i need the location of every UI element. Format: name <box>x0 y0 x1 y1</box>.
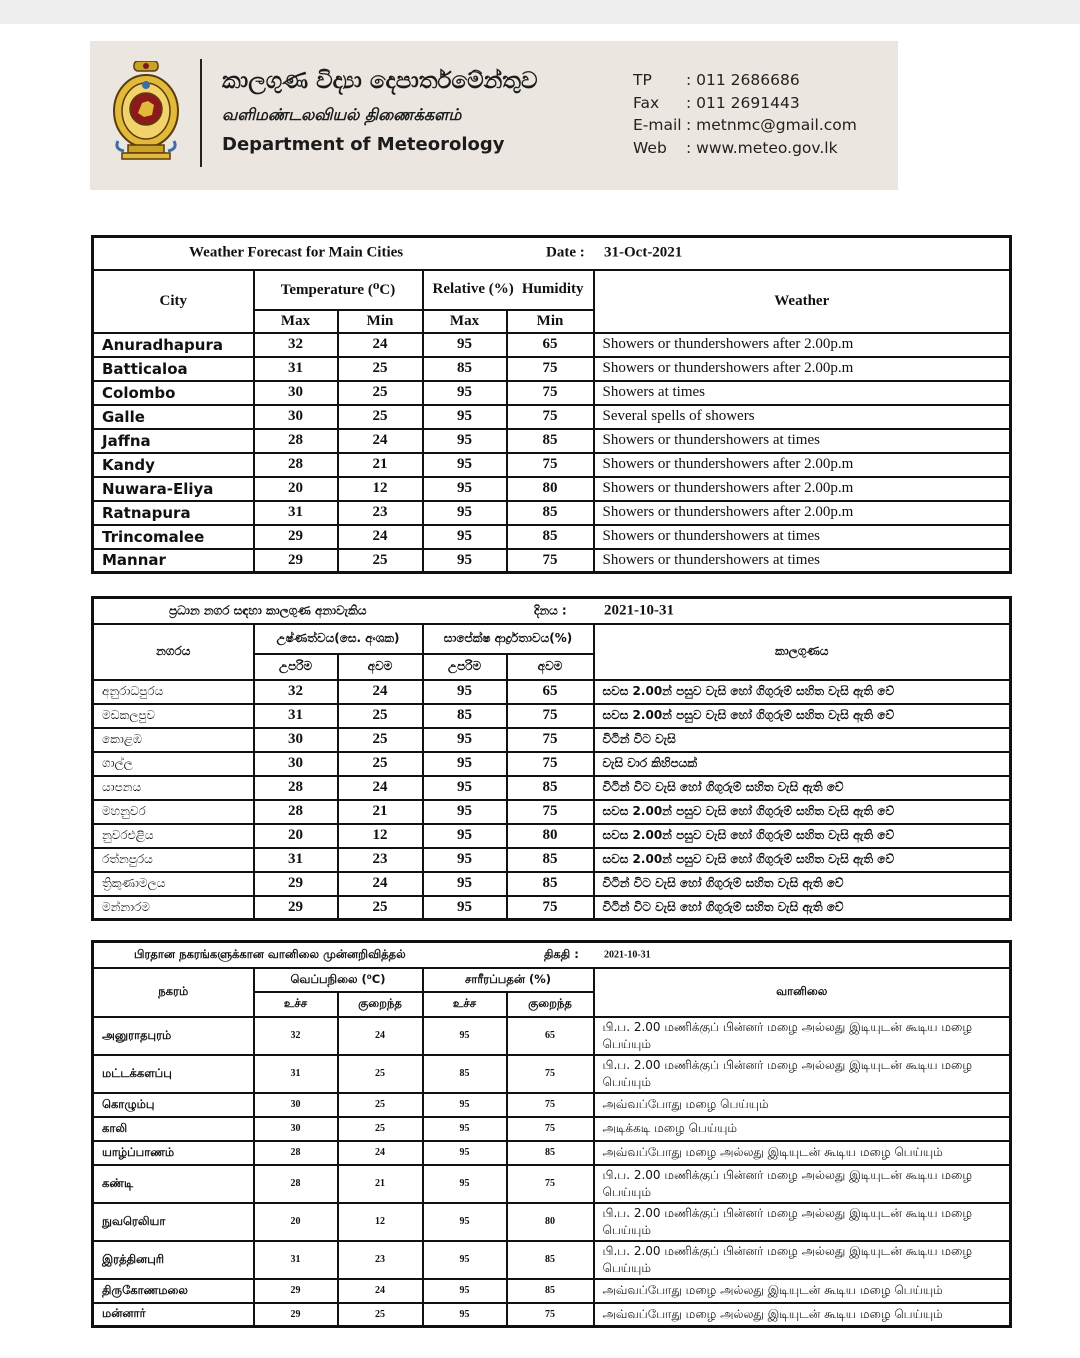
humidity-min: 85 <box>507 525 594 549</box>
table-row <box>93 1203 1011 1241</box>
col-header-weather: வானிலை <box>594 968 1011 1017</box>
humidity-min: 65 <box>507 333 594 357</box>
temp-max: 30 <box>254 752 338 776</box>
table-row <box>93 848 1011 872</box>
table-row <box>93 1093 1011 1117</box>
temp-max: 28 <box>254 429 338 453</box>
weather-description: විටින් විට වැසි හෝ ගිගුරුම් සහිත වැසි ඇති වේ <box>594 896 1011 920</box>
city-name: Mannar <box>93 549 254 573</box>
temp-max: 32 <box>254 333 338 357</box>
temp-max: 32 <box>254 1017 338 1055</box>
weather-description: විටින් විට වැසි හෝ ගිගුරුම් සහිත වැසි ඇති වේ <box>594 872 1011 896</box>
col-header-relative: Relative (%) <box>432 281 514 297</box>
col-header-weather: Weather <box>594 270 1011 333</box>
weather-description: Showers or thundershowers after 2.00p.m <box>594 501 1011 525</box>
table-row <box>93 704 1011 728</box>
temp-min: 24 <box>338 429 423 453</box>
sri-lanka-emblem-icon <box>110 61 182 161</box>
humidity-max: 95 <box>423 453 507 477</box>
subheader-max: உச்ச <box>423 992 507 1017</box>
temp-min: 24 <box>338 1141 423 1165</box>
humidity-min: 75 <box>507 728 594 752</box>
humidity-min: 75 <box>507 357 594 381</box>
temp-max: 28 <box>254 453 338 477</box>
table-title: ප්‍රධාන නගර සඳහා කාලගුණ අනාවැකිය <box>169 603 367 618</box>
temp-min: 12 <box>338 477 423 501</box>
table-row <box>93 429 1011 453</box>
humidity-min: 75 <box>507 1303 594 1327</box>
temp-min: 25 <box>338 549 423 573</box>
city-name: අනුරාධපුරය <box>93 680 254 704</box>
city-name: Nuwara-Eliya <box>93 477 254 501</box>
weather-description: Showers at times <box>594 381 1011 405</box>
col-header-humidity: සාපේක්ෂ ආර්ද්‍රතාවය(%) <box>423 624 594 654</box>
weather-description: பி.ப. 2.00 மணிக்குப் பின்னர் மழை அல்லது இடியுடன் கூடிய மழை பெய்யும் <box>594 1017 1011 1055</box>
temp-min: 25 <box>338 1117 423 1141</box>
forecast-date: 2021-10-31 <box>604 949 651 961</box>
temp-min: 25 <box>338 896 423 920</box>
col-header-city: நகரம் <box>93 968 254 1017</box>
col-header-temperature: උෂ්ණත්වය(සෙ. අංශක) <box>254 624 423 654</box>
subheader-min: குறைந்த <box>507 992 594 1017</box>
city-name: නුවරඑළිය <box>93 824 254 848</box>
weather-description: Several spells of showers <box>594 405 1011 429</box>
temp-min: 25 <box>338 1303 423 1327</box>
subheader-min: Min <box>507 310 594 333</box>
city-name: இரத்தினபுரி <box>93 1241 254 1279</box>
table-row <box>93 381 1011 405</box>
humidity-min: 75 <box>507 752 594 776</box>
city-name: මන්නාරම <box>93 896 254 920</box>
temp-min: 23 <box>338 848 423 872</box>
contact-label: Fax <box>633 93 660 112</box>
city-name: Trincomalee <box>93 525 254 549</box>
temp-max: 30 <box>254 381 338 405</box>
weather-description: Showers or thundershowers after 2.00p.m <box>594 333 1011 357</box>
date-label: திகதி : <box>544 946 579 961</box>
humidity-min: 75 <box>507 1165 594 1203</box>
weather-description: பி.ப. 2.00 மணிக்குப் பின்னர் மழை அல்லது இடியுடன் கூடிய மழை பெய்யும் <box>594 1241 1011 1279</box>
temp-min: 24 <box>338 1017 423 1055</box>
table-row <box>93 1017 1011 1055</box>
subheader-max: උපරිම <box>254 654 338 680</box>
city-name: කොළඹ <box>93 728 254 752</box>
contact-details <box>633 69 857 159</box>
contact-row <box>633 114 857 137</box>
city-name: Ratnapura <box>93 501 254 525</box>
temp-max: 29 <box>254 525 338 549</box>
weather-description: සවස 2.00න් පසුව වැසි හෝ ගිගුරුම් සහිත වැසි ඇති වේ <box>594 680 1011 704</box>
forecast-date: 2021-10-31 <box>604 602 674 619</box>
table-row <box>93 1055 1011 1093</box>
temp-max: 29 <box>254 1303 338 1327</box>
weather-description: විටින් විට වැසි <box>594 728 1011 752</box>
table-row <box>93 776 1011 800</box>
table-row <box>93 1279 1011 1303</box>
humidity-min: 85 <box>507 776 594 800</box>
weather-description: அவ்வப்போது மழை அல்லது இடியுடன் கூடிய மழை பெய்யும் <box>594 1279 1011 1303</box>
city-name: ගාල්ල <box>93 752 254 776</box>
col-header-temperature: Temperature (⁰C) <box>254 270 423 310</box>
temp-min: 24 <box>338 525 423 549</box>
humidity-min: 75 <box>507 1117 594 1141</box>
subheader-min: අවම <box>507 654 594 680</box>
temp-min: 12 <box>338 1203 423 1241</box>
weather-description: Showers or thundershowers at times <box>594 525 1011 549</box>
contact-label: E-mail <box>633 116 682 134</box>
contact-row <box>633 92 857 115</box>
city-name: රත්නපුරය <box>93 848 254 872</box>
temp-max: 30 <box>254 728 338 752</box>
humidity-max: 95 <box>423 1141 507 1165</box>
temp-max: 31 <box>254 1055 338 1093</box>
contact-value: : 011 2691443 <box>686 93 800 112</box>
temp-max: 31 <box>254 848 338 872</box>
temp-max: 29 <box>254 1279 338 1303</box>
weather-description: සවස 2.00න් පසුව වැසි හෝ ගිගුරුම් සහිත වැසි ඇති වේ <box>594 824 1011 848</box>
humidity-max: 95 <box>423 848 507 872</box>
temp-max: 20 <box>254 1203 338 1241</box>
city-name: Batticaloa <box>93 357 254 381</box>
col-header-humidity-label: Humidity <box>521 281 584 297</box>
humidity-min: 75 <box>507 453 594 477</box>
dept-name-english: Department of Meteorology <box>222 134 505 155</box>
weather-description: அடிக்கடி மழை பெய்யும் <box>594 1117 1011 1141</box>
subheader-min: குறைந்த <box>338 992 423 1017</box>
city-name: Jaffna <box>93 429 254 453</box>
col-header-city: නගරය <box>93 624 254 680</box>
temp-max: 20 <box>254 477 338 501</box>
city-name: காலி <box>93 1117 254 1141</box>
contact-row <box>633 69 857 92</box>
temp-max: 29 <box>254 896 338 920</box>
temp-max: 20 <box>254 824 338 848</box>
humidity-max: 95 <box>423 333 507 357</box>
table-row <box>93 680 1011 704</box>
forecast-date: 31-Oct-2021 <box>604 244 683 261</box>
humidity-min: 80 <box>507 477 594 501</box>
humidity-min: 85 <box>507 1279 594 1303</box>
temp-min: 21 <box>338 1165 423 1203</box>
table-title-row <box>93 598 1011 624</box>
contact-email[interactable]: : metnmc@gmail.com <box>686 116 857 134</box>
contact-label: Web <box>633 138 667 157</box>
humidity-max: 95 <box>423 680 507 704</box>
contact-value: : 011 2686686 <box>686 71 800 89</box>
weather-description: பி.ப. 2.00 மணிக்குப் பின்னர் மழை அல்லது இடியுடன் கூடிய மழை பெய்யும் <box>594 1203 1011 1241</box>
contact-website[interactable]: : www.meteo.gov.lk <box>686 138 838 157</box>
table-title-cell <box>93 942 1011 968</box>
table-row <box>93 1165 1011 1203</box>
temp-max: 31 <box>254 357 338 381</box>
table-row <box>93 549 1011 573</box>
humidity-min: 85 <box>507 429 594 453</box>
humidity-min: 75 <box>507 800 594 824</box>
subheader-max: උපරිම <box>423 654 507 680</box>
dept-name-tamil: வளிமண்டலவியல் திணைக்களம் <box>222 105 462 124</box>
weather-description: වැසි වාර කිහිපයක් <box>594 752 1011 776</box>
weather-description: Showers or thundershowers at times <box>594 429 1011 453</box>
city-name: மன்னார் <box>93 1303 254 1327</box>
temp-min: 24 <box>338 872 423 896</box>
header-row <box>93 624 1011 654</box>
temp-max: 31 <box>254 501 338 525</box>
weather-description: විටින් විට වැසි හෝ ගිගුරුම් සහිත වැසි ඇති වේ <box>594 776 1011 800</box>
city-name: මඩකලපුව <box>93 704 254 728</box>
humidity-min: 75 <box>507 896 594 920</box>
humidity-max: 95 <box>423 501 507 525</box>
temp-max: 31 <box>254 1241 338 1279</box>
table-row <box>93 728 1011 752</box>
city-name: Kandy <box>93 453 254 477</box>
table-row <box>93 525 1011 549</box>
header-row <box>93 270 1011 310</box>
english-forecast-table <box>91 235 1012 574</box>
humidity-min: 75 <box>507 704 594 728</box>
subheader-min: අවම <box>338 654 423 680</box>
col-header-humidity <box>423 270 594 310</box>
humidity-max: 95 <box>423 1017 507 1055</box>
city-name: யாழ்ப்பாணம் <box>93 1141 254 1165</box>
temp-min: 24 <box>338 1279 423 1303</box>
humidity-max: 95 <box>423 1117 507 1141</box>
weather-description: பி.ப. 2.00 மணிக்குப் பின்னர் மழை அல்லது இடியுடன் கூடிய மழை பெய்யும் <box>594 1055 1011 1093</box>
humidity-min: 80 <box>507 824 594 848</box>
table-title-row <box>93 942 1011 968</box>
humidity-max: 95 <box>423 429 507 453</box>
humidity-min: 85 <box>507 872 594 896</box>
humidity-max: 95 <box>423 477 507 501</box>
tamil-forecast-table <box>91 940 1012 1328</box>
table-row <box>93 752 1011 776</box>
table-title-cell <box>93 598 1011 624</box>
weather-description: Showers or thundershowers at times <box>594 549 1011 573</box>
temp-max: 28 <box>254 800 338 824</box>
table-row <box>93 333 1011 357</box>
temp-min: 25 <box>338 728 423 752</box>
subheader-min: Min <box>338 310 423 333</box>
city-name: அனுராதபுரம் <box>93 1017 254 1055</box>
weather-description: அவ்வப்போது மழை பெய்யும் <box>594 1093 1011 1117</box>
temp-min: 21 <box>338 800 423 824</box>
humidity-max: 85 <box>423 704 507 728</box>
humidity-max: 95 <box>423 1241 507 1279</box>
city-name: கண்டி <box>93 1165 254 1203</box>
city-name: மட்டக்களப்பு <box>93 1055 254 1093</box>
temp-min: 23 <box>338 501 423 525</box>
table-title: பிரதான நகரங்களுக்கான வானிலை முன்னறிவித்தல் <box>134 946 406 961</box>
city-name: Galle <box>93 405 254 429</box>
city-name: Anuradhapura <box>93 333 254 357</box>
humidity-min: 85 <box>507 848 594 872</box>
humidity-max: 85 <box>423 357 507 381</box>
contact-label: TP <box>633 71 652 89</box>
temp-max: 31 <box>254 704 338 728</box>
subheader-max: உச்ச <box>254 992 338 1017</box>
humidity-min: 75 <box>507 405 594 429</box>
temp-max: 32 <box>254 680 338 704</box>
humidity-min: 65 <box>507 680 594 704</box>
table-row <box>93 357 1011 381</box>
col-header-humidity: சாரீரப்பதன் (%) <box>423 968 594 992</box>
subheader-max: Max <box>254 310 338 333</box>
temp-min: 24 <box>338 776 423 800</box>
humidity-min: 85 <box>507 1241 594 1279</box>
temp-min: 25 <box>338 752 423 776</box>
temp-min: 25 <box>338 357 423 381</box>
city-name: கொழும்பு <box>93 1093 254 1117</box>
weather-description: Showers or thundershowers after 2.00p.m <box>594 357 1011 381</box>
temp-max: 29 <box>254 549 338 573</box>
table-row <box>93 405 1011 429</box>
table-row <box>93 1241 1011 1279</box>
table-title-row <box>93 237 1011 270</box>
humidity-max: 95 <box>423 381 507 405</box>
humidity-min: 85 <box>507 1141 594 1165</box>
weather-description: සවස 2.00න් පසුව වැසි හෝ ගිගුරුම් සහිත වැසි ඇති වේ <box>594 704 1011 728</box>
humidity-max: 95 <box>423 824 507 848</box>
date-label: Date : <box>546 244 585 261</box>
humidity-max: 95 <box>423 549 507 573</box>
temp-max: 30 <box>254 1093 338 1117</box>
city-name: திருகோணமலை <box>93 1279 254 1303</box>
city-name: Colombo <box>93 381 254 405</box>
contact-row <box>633 137 857 160</box>
city-name: යාපනය <box>93 776 254 800</box>
temp-min: 24 <box>338 333 423 357</box>
humidity-max: 95 <box>423 1165 507 1203</box>
weather-description: Showers or thundershowers after 2.00p.m <box>594 453 1011 477</box>
humidity-min: 75 <box>507 381 594 405</box>
col-header-city: City <box>93 270 254 333</box>
humidity-max: 95 <box>423 896 507 920</box>
table-row <box>93 1117 1011 1141</box>
table-row <box>93 501 1011 525</box>
temp-min: 24 <box>338 680 423 704</box>
temp-min: 12 <box>338 824 423 848</box>
table-row <box>93 824 1011 848</box>
temp-max: 29 <box>254 872 338 896</box>
table-row <box>93 1303 1011 1327</box>
humidity-max: 95 <box>423 1279 507 1303</box>
weather-description: அவ்வப்போது மழை அல்லது இடியுடன் கூடிய மழை பெய்யும் <box>594 1141 1011 1165</box>
letterhead <box>90 41 898 190</box>
humidity-min: 75 <box>507 1055 594 1093</box>
temp-min: 25 <box>338 405 423 429</box>
temp-max: 28 <box>254 1141 338 1165</box>
sinhala-forecast-table <box>91 596 1012 921</box>
temp-max: 30 <box>254 405 338 429</box>
city-name: நுவரெலியா <box>93 1203 254 1241</box>
table-row <box>93 800 1011 824</box>
subheader-max: Max <box>423 310 507 333</box>
humidity-max: 95 <box>423 800 507 824</box>
table-row <box>93 896 1011 920</box>
table-row <box>93 872 1011 896</box>
humidity-max: 95 <box>423 525 507 549</box>
temp-min: 25 <box>338 1093 423 1117</box>
temp-min: 25 <box>338 1055 423 1093</box>
humidity-max: 95 <box>423 872 507 896</box>
dept-name-sinhala: කාලගුණ විද්‍යා දෙපාර්තමේන්තුව <box>222 68 538 94</box>
city-name: මහනුවර <box>93 800 254 824</box>
humidity-max: 95 <box>423 1303 507 1327</box>
temp-max: 28 <box>254 1165 338 1203</box>
weather-description: பி.ப. 2.00 மணிக்குப் பின்னர் மழை அல்லது இடியுடன் கூடிய மழை பெய்யும் <box>594 1165 1011 1203</box>
table-title: Weather Forecast for Main Cities <box>189 244 404 261</box>
humidity-max: 95 <box>423 1093 507 1117</box>
humidity-min: 65 <box>507 1017 594 1055</box>
col-header-temperature: வெப்பநிலை (⁰C) <box>254 968 423 992</box>
table-row <box>93 477 1011 501</box>
temp-max: 30 <box>254 1117 338 1141</box>
humidity-min: 85 <box>507 501 594 525</box>
document-page <box>0 24 1080 1358</box>
humidity-max: 95 <box>423 752 507 776</box>
letterhead-divider <box>200 59 202 167</box>
weather-description: அவ்வப்போது மழை அல்லது இடியுடன் கூடிய மழை பெய்யும் <box>594 1303 1011 1327</box>
temp-min: 21 <box>338 453 423 477</box>
date-label: දිනය : <box>534 603 567 618</box>
temp-max: 28 <box>254 776 338 800</box>
weather-description: සවස 2.00න් පසුව වැසි හෝ ගිගුරුම් සහිත වැසි ඇති වේ <box>594 800 1011 824</box>
humidity-max: 95 <box>423 405 507 429</box>
header-row <box>93 968 1011 992</box>
humidity-max: 95 <box>423 776 507 800</box>
humidity-max: 95 <box>423 728 507 752</box>
col-header-weather: කාලගුණය <box>594 624 1011 680</box>
temp-min: 25 <box>338 381 423 405</box>
table-row <box>93 453 1011 477</box>
humidity-min: 75 <box>507 1093 594 1117</box>
temp-min: 23 <box>338 1241 423 1279</box>
table-row <box>93 1141 1011 1165</box>
humidity-min: 80 <box>507 1203 594 1241</box>
table-title-cell <box>93 237 1011 270</box>
humidity-max: 95 <box>423 1203 507 1241</box>
humidity-min: 75 <box>507 549 594 573</box>
weather-description: සවස 2.00න් පසුව වැසි හෝ ගිගුරුම් සහිත වැසි ඇති වේ <box>594 848 1011 872</box>
temp-min: 25 <box>338 704 423 728</box>
city-name: ත්‍රිකුණාමලය <box>93 872 254 896</box>
humidity-max: 85 <box>423 1055 507 1093</box>
weather-description: Showers or thundershowers after 2.00p.m <box>594 477 1011 501</box>
